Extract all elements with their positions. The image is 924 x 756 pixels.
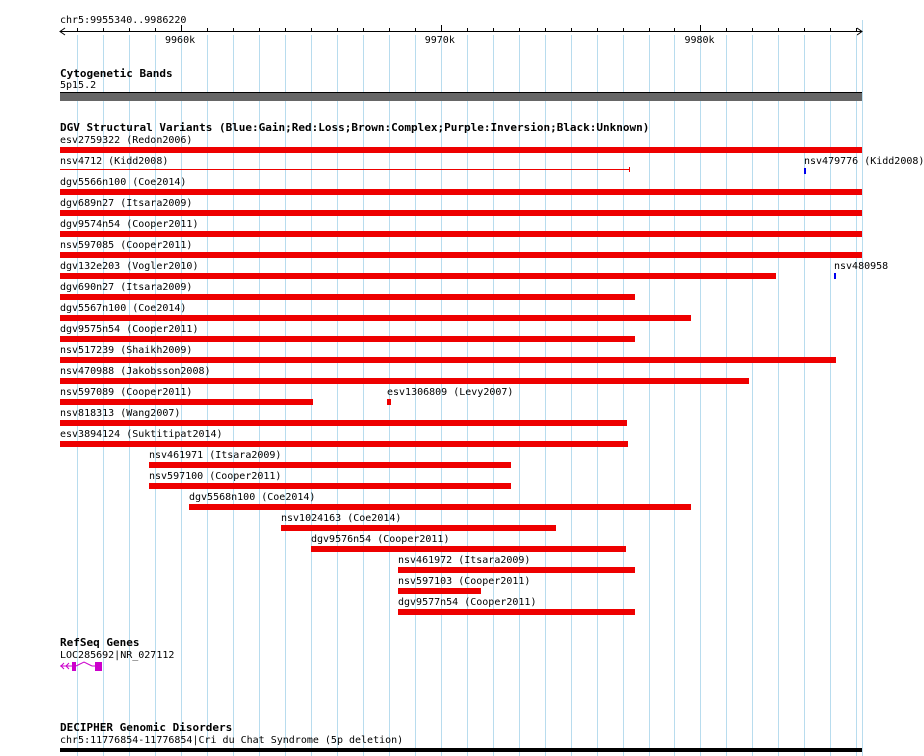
gene-intron-connector bbox=[76, 662, 92, 666]
dgv-feature-bar[interactable] bbox=[60, 210, 862, 216]
dgv-feature-bar[interactable] bbox=[387, 399, 391, 405]
dgv-feature-bar[interactable] bbox=[398, 609, 635, 615]
dgv-feature-label[interactable]: nsv470988 (Jakobsson2008) bbox=[60, 366, 211, 377]
refseq-gene-model[interactable] bbox=[58, 658, 108, 674]
dgv-feature-label[interactable]: nsv597103 (Cooper2011) bbox=[398, 576, 531, 587]
dgv-feature-bar[interactable] bbox=[189, 504, 691, 510]
dgv-feature-label[interactable]: nsv479776 (Kidd2008) bbox=[804, 156, 924, 167]
dgv-feature-label[interactable]: dgv5568n100 (Coe2014) bbox=[189, 492, 316, 503]
decipher-feature-bar[interactable] bbox=[60, 748, 862, 752]
dgv-feature-bar[interactable] bbox=[60, 252, 862, 258]
dgv-feature-bar[interactable] bbox=[60, 336, 635, 342]
dgv-feature-label[interactable]: nsv1024163 (Coe2014) bbox=[281, 513, 402, 524]
dgv-feature-bar[interactable] bbox=[60, 273, 776, 279]
dgv-feature-label[interactable]: nsv597085 (Cooper2011) bbox=[60, 240, 193, 251]
cytoband-bar[interactable] bbox=[60, 93, 862, 101]
dgv-track-title[interactable]: DGV Structural Variants (Blue:Gain;Red:Loss;Brown:Complex;Purple:Inversion;Black:Unknown) bbox=[60, 121, 650, 134]
dgv-feature-label[interactable]: nsv461972 (Itsara2009) bbox=[398, 555, 531, 566]
ruler-tick-label: 9980k bbox=[684, 35, 715, 46]
dgv-feature-label[interactable]: dgv132e203 (Vogler2010) bbox=[60, 261, 199, 272]
gene-exon-1 bbox=[72, 662, 76, 671]
dgv-feature-bar[interactable] bbox=[311, 546, 626, 552]
cytoband-label: 5p15.2 bbox=[60, 80, 97, 91]
dgv-feature-bar[interactable] bbox=[149, 462, 511, 468]
dgv-feature-label[interactable]: nsv517239 (Shaikh2009) bbox=[60, 345, 193, 356]
dgv-feature-label[interactable]: nsv597100 (Cooper2011) bbox=[149, 471, 282, 482]
dgv-feature-bar[interactable] bbox=[60, 441, 628, 447]
ruler-tick-label: 9970k bbox=[424, 35, 455, 46]
dgv-feature-end-cap bbox=[629, 167, 630, 172]
dgv-feature-bar[interactable] bbox=[60, 231, 862, 237]
dgv-feature-label[interactable]: nsv461971 (Itsara2009) bbox=[149, 450, 282, 461]
dgv-feature-label[interactable]: dgv5566n100 (Coe2014) bbox=[60, 177, 187, 188]
dgv-feature-bar[interactable] bbox=[60, 420, 627, 426]
dgv-feature-label[interactable]: dgv9577n54 (Cooper2011) bbox=[398, 597, 537, 608]
dgv-feature-bar[interactable] bbox=[834, 273, 836, 279]
dgv-feature-bar[interactable] bbox=[60, 399, 313, 405]
dgv-feature-bar[interactable] bbox=[281, 525, 556, 531]
dgv-feature-bar[interactable] bbox=[60, 315, 691, 321]
dgv-feature-bar[interactable] bbox=[60, 169, 629, 170]
dgv-feature-label[interactable]: dgv9574n54 (Cooper2011) bbox=[60, 219, 199, 230]
dgv-feature-label[interactable]: dgv9576n54 (Cooper2011) bbox=[311, 534, 450, 545]
refseq-gene-label[interactable]: LOC285692|NR_027112 bbox=[60, 650, 175, 661]
dgv-feature-bar[interactable] bbox=[60, 378, 749, 384]
dgv-feature-bar[interactable] bbox=[398, 567, 635, 573]
dgv-feature-label[interactable]: dgv5567n100 (Coe2014) bbox=[60, 303, 187, 314]
dgv-feature-bar[interactable] bbox=[398, 588, 481, 594]
dgv-feature-bar[interactable] bbox=[149, 483, 511, 489]
dgv-feature-label[interactable]: nsv480958 bbox=[834, 261, 889, 272]
dgv-feature-label[interactable]: esv1306809 (Levy2007) bbox=[387, 387, 514, 398]
decipher-track-title[interactable]: DECIPHER Genomic Disorders bbox=[60, 721, 233, 734]
gene-exon-2 bbox=[95, 662, 102, 671]
dgv-feature-label[interactable]: esv2759322 (Redon2006) bbox=[60, 135, 193, 146]
ruler-position-label: chr5:9955340..9986220 bbox=[60, 15, 187, 26]
dgv-feature-label[interactable]: esv3894124 (Suktitipat2014) bbox=[60, 429, 223, 440]
dgv-feature-bar[interactable] bbox=[60, 189, 862, 195]
dgv-feature-label[interactable]: nsv4712 (Kidd2008) bbox=[60, 156, 169, 167]
dgv-feature-label[interactable]: nsv818313 (Wang2007) bbox=[60, 408, 181, 419]
cytoband-track-title[interactable]: Cytogenetic Bands bbox=[60, 67, 173, 80]
dgv-feature-bar[interactable] bbox=[60, 294, 635, 300]
decipher-feature-label[interactable]: chr5:11776854-11776854|Cri du Chat Syndrome (5p deletion) bbox=[60, 735, 404, 746]
dgv-feature-label[interactable]: dgv9575n54 (Cooper2011) bbox=[60, 324, 199, 335]
dgv-feature-label[interactable]: dgv690n27 (Itsara2009) bbox=[60, 282, 193, 293]
dgv-feature-bar[interactable] bbox=[60, 357, 836, 363]
dgv-feature-bar[interactable] bbox=[60, 147, 862, 153]
dgv-feature-label[interactable]: dgv689n27 (Itsara2009) bbox=[60, 198, 193, 209]
dgv-feature-label[interactable]: nsv597089 (Cooper2011) bbox=[60, 387, 193, 398]
dgv-feature-bar[interactable] bbox=[804, 168, 806, 174]
refseq-track-title[interactable]: RefSeq Genes bbox=[60, 636, 140, 649]
ruler-tick-label: 9960k bbox=[165, 35, 196, 46]
